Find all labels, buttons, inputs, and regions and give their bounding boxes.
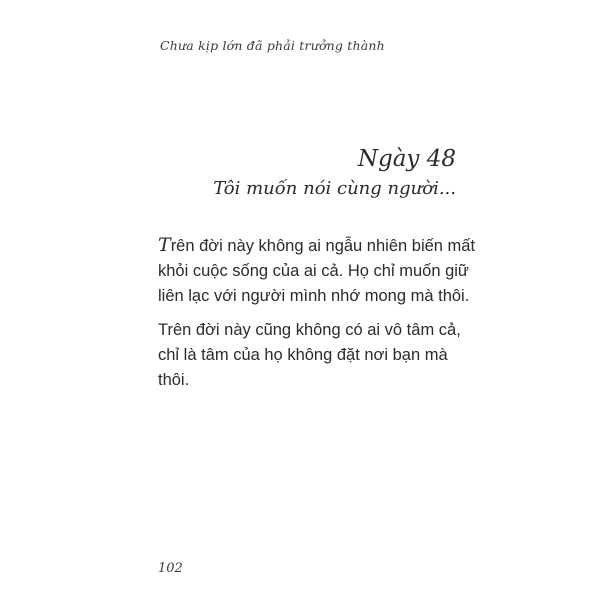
body-text bbox=[158, 233, 478, 402]
page-number: 102 bbox=[158, 561, 183, 576]
paragraph-1-text: rên đời này không ai ngẫu nhiên biến mất khỏi cuộc sống của ai cả. Họ chỉ muốn giữ liên lạc với người mình nhớ mong mà thôi. bbox=[158, 237, 476, 305]
paragraph-1 bbox=[158, 233, 478, 309]
drop-cap: T bbox=[158, 234, 171, 256]
chapter-title: Ngày 48 bbox=[357, 146, 456, 172]
running-header: Chưa kịp lớn đã phải trưởng thành bbox=[160, 38, 385, 53]
paragraph-2: Trên đời này cũng không có ai vô tâm cả, chỉ là tâm của họ không đặt nơi bạn mà thôi. bbox=[158, 321, 461, 389]
chapter-subtitle: Tôi muốn nói cùng người... bbox=[213, 178, 456, 199]
